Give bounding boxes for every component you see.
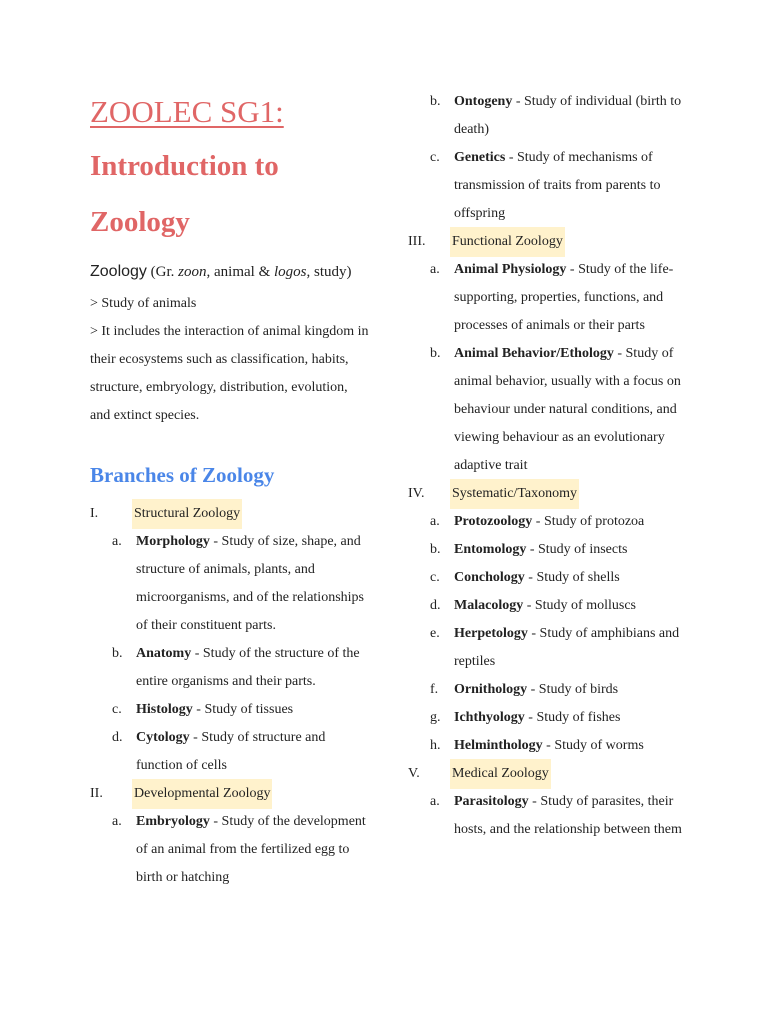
item-term: Cytology <box>136 730 190 745</box>
list-item <box>408 88 698 144</box>
branch-label: Medical Zoology <box>450 759 551 789</box>
branch-heading <box>90 780 370 808</box>
list-item <box>408 732 698 760</box>
item-body <box>136 696 370 724</box>
item-body <box>454 340 698 480</box>
item-body <box>454 620 698 676</box>
item-term: Embryology <box>136 814 210 829</box>
item-letter: b. <box>430 542 441 557</box>
item-term: Histology <box>136 702 193 717</box>
list-item <box>408 704 698 732</box>
item-body <box>454 144 698 228</box>
left-column <box>90 500 370 892</box>
item-description: - Study of mechanisms of transmission of traits from parents to offspring <box>454 150 661 221</box>
item-letter: d. <box>112 730 123 745</box>
list-item <box>90 640 370 696</box>
document-title: ZOOLEC SG1: <box>90 94 284 129</box>
branch-number: II. <box>90 786 103 801</box>
zoology-definition <box>90 263 352 281</box>
item-letter: h. <box>430 738 441 753</box>
item-term: Parasitology <box>454 794 529 809</box>
right-column <box>408 88 698 844</box>
intro-line: > It includes the interaction of animal kingdom in their ecosystems such as classification, habits, structure, embryology, distribution, evolution, and extinct species. <box>90 324 369 423</box>
item-letter: a. <box>112 814 122 829</box>
item-letter: b. <box>430 94 441 109</box>
item-body <box>454 592 698 620</box>
branch-number: IV. <box>408 486 425 501</box>
item-description: - Study of worms <box>542 738 644 753</box>
list-item <box>408 536 698 564</box>
list-item <box>90 724 370 780</box>
list-item <box>90 808 370 892</box>
item-term: Entomology <box>454 542 527 557</box>
branch-number: III. <box>408 234 426 249</box>
branch-number: V. <box>408 766 420 781</box>
item-body <box>454 788 698 844</box>
item-letter: g. <box>430 710 441 725</box>
branch-label: Structural Zoology <box>132 499 242 529</box>
branch-label: Functional Zoology <box>450 227 565 257</box>
item-letter: d. <box>430 598 441 613</box>
definition-etymology: (Gr. <box>146 264 179 280</box>
item-description: - Study of the development of an animal from the fertilized egg to birth or hatching <box>136 814 366 885</box>
item-term: Protozoology <box>454 514 533 529</box>
list-item <box>408 564 698 592</box>
definition-animal: , animal & <box>206 264 275 280</box>
item-description: - Study of shells <box>524 570 620 585</box>
item-term: Ontogeny <box>454 94 513 109</box>
item-body <box>136 724 370 780</box>
list-item <box>408 508 698 536</box>
item-description: - Study of amphibians and reptiles <box>454 626 680 669</box>
item-letter: b. <box>430 346 441 361</box>
item-body <box>454 676 698 704</box>
item-letter: a. <box>430 794 440 809</box>
branch-heading <box>408 760 698 788</box>
item-body <box>454 704 698 732</box>
item-letter: a. <box>430 514 440 529</box>
item-term: Ichthyology <box>454 710 525 725</box>
item-letter: a. <box>430 262 440 277</box>
item-body <box>454 508 698 536</box>
definition-zoon: zoon <box>178 264 207 280</box>
definition-study: , study) <box>306 264 352 280</box>
item-body <box>454 732 698 760</box>
item-term: Morphology <box>136 534 210 549</box>
item-description: - Study of individual (birth to death) <box>454 94 682 137</box>
item-term: Animal Physiology <box>454 262 567 277</box>
intro-line: > Study of animals <box>90 296 197 311</box>
item-description: - Study of structure and function of cells <box>136 730 326 773</box>
branch-number: I. <box>90 506 99 521</box>
list-item <box>408 676 698 704</box>
item-term: Herpetology <box>454 626 528 641</box>
item-description: - Study of the life-supporting, properties, functions, and processes of animals or their parts <box>454 262 674 333</box>
item-body <box>454 564 698 592</box>
list-item <box>408 340 698 480</box>
item-description: - Study of birds <box>527 682 619 697</box>
branch-label: Developmental Zoology <box>132 779 272 809</box>
item-letter: e. <box>430 626 440 641</box>
item-body <box>136 528 370 640</box>
item-description: - Study of animal behavior, usually with a focus on behaviour under natural conditions, and viewing behaviour as an evolutionary adaptive trait <box>454 346 681 473</box>
document-subtitle: Introduction to <box>90 150 279 182</box>
item-description: - Study of parasites, their hosts, and the relationship between them <box>454 794 682 837</box>
item-description: - Study of molluscs <box>523 598 636 613</box>
item-term: Malacology <box>454 598 524 613</box>
item-letter: b. <box>112 646 123 661</box>
branch-heading <box>408 480 698 508</box>
item-body <box>136 808 370 892</box>
document-subtitle-2: Zoology <box>90 206 190 238</box>
item-body <box>454 88 698 144</box>
item-description: - Study of insects <box>526 542 628 557</box>
item-term: Ornithology <box>454 682 528 697</box>
branch-label: Systematic/Taxonomy <box>450 479 579 509</box>
list-item <box>408 788 698 844</box>
intro-text <box>90 290 370 430</box>
item-term: Conchology <box>454 570 525 585</box>
branch-heading <box>408 228 698 256</box>
item-term: Genetics <box>454 150 506 165</box>
list-item <box>408 256 698 340</box>
item-letter: f. <box>430 682 439 697</box>
list-item <box>90 696 370 724</box>
item-description: - Study of tissues <box>192 702 294 717</box>
item-body <box>454 536 698 564</box>
item-letter: c. <box>430 570 440 585</box>
list-item <box>408 620 698 676</box>
item-description: - Study of size, shape, and structure of animals, plants, and microorganisms, and of the relationships of their constituent parts. <box>136 534 364 633</box>
definition-logos: logos <box>274 264 307 280</box>
item-term: Animal Behavior/Ethology <box>454 346 614 361</box>
item-description: - Study of the structure of the entire organisms and their parts. <box>136 646 360 689</box>
section-heading: Branches of Zoology <box>90 463 275 487</box>
definition-term: Zoology <box>90 263 147 280</box>
item-letter: c. <box>430 150 440 165</box>
item-term: Helminthology <box>454 738 543 753</box>
item-description: - Study of protozoa <box>532 514 645 529</box>
list-item <box>408 592 698 620</box>
item-description: - Study of fishes <box>524 710 621 725</box>
item-body <box>136 640 370 696</box>
item-term: Anatomy <box>136 646 192 661</box>
list-item <box>90 528 370 640</box>
item-letter: a. <box>112 534 122 549</box>
branch-heading <box>90 500 370 528</box>
list-item <box>408 144 698 228</box>
item-letter: c. <box>112 702 122 717</box>
item-body <box>454 256 698 340</box>
